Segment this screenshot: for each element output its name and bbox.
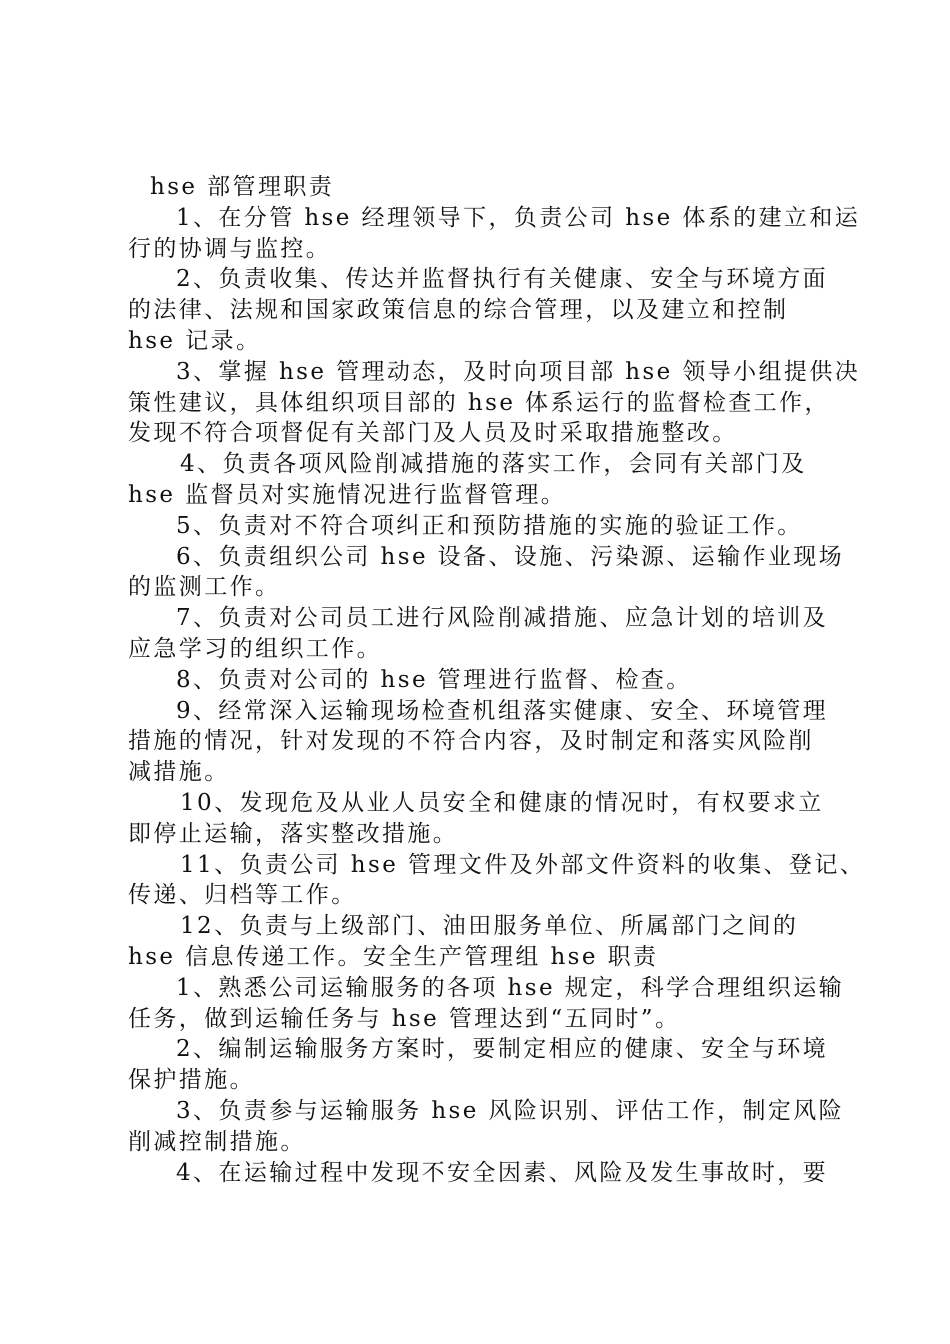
text-line: 6、负责组织公司 hse 设备、设施、污染源、运输作业现场 [176,543,845,570]
text-line: hse 信息传递工作。安全生产管理组 hse 职责 [128,943,659,970]
text-line: 3、负责参与运输服务 hse 风险识别、评估工作，制定风险 [176,1097,845,1124]
text-line: 减措施。 [128,759,230,786]
document-body [128,172,866,1188]
text-line: 9、经常深入运输现场检查机组落实健康、安全、环境管理 [176,697,829,724]
text-line: 10、发现危及从业人员安全和健康的情况时，有权要求立 [180,789,824,816]
text-line: 4、负责各项风险削减措施的落实工作，会同有关部门及 [180,451,807,478]
text-line: 5、负责对不符合项纠正和预防措施的实施的验证工作。 [176,512,803,539]
text-line: 1、在分管 hse 经理领导下，负责公司 hse 体系的建立和运 [176,204,861,231]
text-line: 2、编制运输服务方案时，要制定相应的健康、安全与环境 [176,1036,829,1063]
text-line: 行的协调与监控。 [128,235,332,262]
text-line: 1、熟悉公司运输服务的各项 hse 规定，科学合理组织运输 [176,974,845,1001]
text-line: 任务，做到运输任务与 hse 管理达到“五同时”。 [128,1005,681,1032]
text-line: hse 监督员对实施情况进行监督管理。 [128,481,567,508]
text-line: 措施的情况，针对发现的不符合内容，及时制定和落实风险削 [128,728,814,755]
text-line: 即停止运输，落实整改措施。 [128,820,459,847]
text-line: 策性建议，具体组织项目部的 hse 体系运行的监督检查工作， [128,389,830,416]
text-line: hse 记录。 [128,327,262,354]
text-line: 7、负责对公司员工进行风险削减措施、应急计划的培训及 [176,605,829,632]
text-line: 发现不符合项督促有关部门及人员及时采取措施整改。 [128,420,738,447]
text-line: 传递、归档等工作。 [128,882,357,909]
text-line: 的法律、法规和国家政策信息的综合管理，以及建立和控制 [128,297,789,324]
section-heading: hse 部管理职责 [150,174,335,200]
text-line: 应急学习的组织工作。 [128,635,382,662]
text-line: 2、负责收集、传达并监督执行有关健康、安全与环境方面 [176,266,829,293]
text-line: 12、负责与上级部门、油田服务单位、所属部门之间的 [180,913,799,940]
text-line: 3、掌握 hse 管理动态，及时向项目部 hse 领导小组提供决 [176,358,861,385]
text-line: 削减控制措施。 [128,1128,306,1155]
text-line: 保护措施。 [128,1067,255,1094]
text-line: 的监测工作。 [128,574,281,601]
text-line: 11、负责公司 hse 管理文件及外部文件资料的收集、登记、 [180,851,866,878]
text-line: 8、负责对公司的 hse 管理进行监督、检查。 [176,666,692,693]
text-line: 4、在运输过程中发现不安全因素、风险及发生事故时，要 [176,1159,829,1186]
